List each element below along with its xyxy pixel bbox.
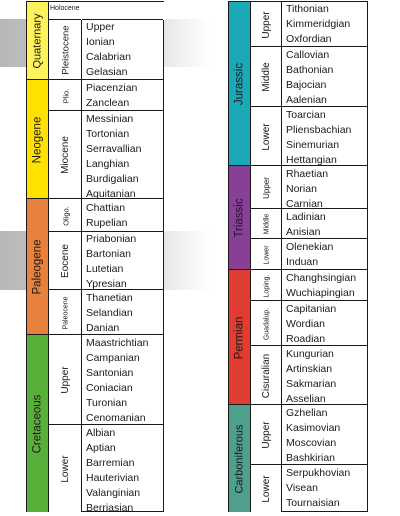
stage-label: Sakmarian <box>286 378 337 390</box>
epoch-cell <box>251 346 282 405</box>
epoch-cell <box>251 301 282 346</box>
epoch-cell <box>49 20 82 80</box>
stage-label: Tortonian <box>86 128 130 140</box>
period-cell <box>229 270 251 405</box>
epoch-cell <box>251 405 282 465</box>
stage-label: Kimmeridgian <box>286 18 351 30</box>
epoch-label: Middle <box>260 62 272 92</box>
epoch-label: Lower <box>263 244 270 265</box>
period-cell <box>229 405 251 512</box>
period-cell <box>27 80 49 199</box>
epoch-label: Upper <box>260 10 272 39</box>
epoch-label: Holocene <box>50 5 80 12</box>
stage-label: Norian <box>286 183 317 195</box>
epoch-divider <box>49 110 163 111</box>
stage-label: Kasimovian <box>286 422 341 434</box>
epoch-label: Pleistocene <box>59 25 71 75</box>
stage-label: Danian <box>86 322 120 334</box>
epoch-label: Miocene <box>59 136 71 174</box>
stage-label: Thanetian <box>86 292 133 304</box>
stage-label: Serpukhovian <box>286 467 351 479</box>
stage-label: Roadian <box>286 333 326 345</box>
period-divider <box>229 165 367 166</box>
epoch-divider <box>49 19 163 20</box>
stage-label: Anisian <box>286 226 321 238</box>
epoch-label: Lower <box>59 454 71 483</box>
period-label: Permian <box>233 316 246 359</box>
stage-label: Bajocian <box>286 79 327 91</box>
stage-label: Induan <box>286 256 319 268</box>
jurassic-carboniferous-table <box>228 1 368 512</box>
stage-label: Visean <box>286 482 318 494</box>
epoch-cell <box>49 335 82 425</box>
stage-label: Ypresian <box>86 278 127 290</box>
epoch-cell <box>49 2 82 20</box>
holocene-row-fill <box>82 2 165 20</box>
stage-label: Gelasian <box>86 66 128 78</box>
period-cell <box>229 2 251 166</box>
period-label: Paleogene <box>31 239 44 295</box>
stage-label: Turonian <box>86 397 128 409</box>
epoch-label: Paleocene <box>62 295 69 330</box>
epoch-label: Middle <box>263 213 270 235</box>
stage-label: Hettangian <box>286 154 337 166</box>
epoch-cell <box>251 47 282 107</box>
stage-label: Oxfordian <box>286 33 332 45</box>
stage-label: Aquitanian <box>86 188 136 200</box>
epoch-cell <box>49 111 82 199</box>
epoch-label: Eocene <box>59 244 71 278</box>
stage-label: Bathonian <box>286 64 334 76</box>
epoch-label: Upper <box>261 176 271 199</box>
stage-label: Toarcian <box>286 109 326 121</box>
epoch-divider <box>49 289 163 290</box>
epoch-cell <box>49 425 82 512</box>
epoch-divider <box>49 424 163 425</box>
stage-label: Maastrichtian <box>86 337 149 349</box>
column-divider <box>250 2 251 512</box>
stage-label: Wordian <box>286 318 325 330</box>
epoch-cell <box>251 239 282 270</box>
period-divider <box>229 404 367 405</box>
stage-label: Moscovian <box>286 437 337 449</box>
stage-label: Bashkirian <box>286 452 336 464</box>
stage-label: Asselian <box>286 393 326 405</box>
epoch-divider <box>251 345 367 346</box>
epoch-divider <box>251 464 367 465</box>
stage-label: Calabrian <box>86 51 131 63</box>
epoch-cell <box>251 209 282 239</box>
epoch-cell <box>251 270 282 301</box>
epoch-cell <box>49 290 82 335</box>
epoch-divider <box>251 300 367 301</box>
stage-label: Hauterivian <box>86 472 140 484</box>
stage-label: Lutetian <box>86 263 124 275</box>
stage-label: Coniacian <box>86 382 133 394</box>
epoch-label: Loping. <box>263 274 270 297</box>
stage-label: Carnian <box>286 198 323 210</box>
stage-label: Artinskian <box>286 363 333 375</box>
epoch-divider <box>251 238 367 239</box>
stage-label: Capitanian <box>286 303 337 315</box>
epoch-divider <box>251 208 367 209</box>
stage-label: Pliensbachian <box>286 124 352 136</box>
epoch-cell <box>251 166 282 209</box>
period-label: Neogene <box>31 116 44 163</box>
stage-label: Gzhelian <box>286 407 328 419</box>
period-divider <box>27 79 163 80</box>
stage-label: Messinian <box>86 113 134 125</box>
stage-label: Rupelian <box>86 217 128 229</box>
stage-label: Upper <box>86 21 115 33</box>
stage-label: Bartonian <box>86 248 131 260</box>
stage-label: Wuchiapingian <box>286 287 355 299</box>
stage-label: Kungurian <box>286 348 334 360</box>
stage-label: Tournaisian <box>286 497 340 509</box>
stage-label: Callovian <box>286 49 330 61</box>
epoch-divider <box>251 46 367 47</box>
epoch-label: Upper <box>59 366 71 394</box>
stage-label: Sinemurian <box>286 139 340 151</box>
stage-label: Piacenzian <box>86 82 138 94</box>
stage-label: Aalenian <box>286 94 327 106</box>
holocene-divider <box>81 2 82 20</box>
epoch-divider <box>49 231 163 232</box>
epoch-label: Plio. <box>60 88 70 103</box>
period-divider <box>27 198 163 199</box>
stage-label: Priabonian <box>86 233 137 245</box>
stage-label: Langhian <box>86 158 130 170</box>
stage-label: Tithonian <box>286 3 329 15</box>
epoch-cell <box>49 199 82 232</box>
epoch-cell <box>251 107 282 166</box>
stage-label: Aptian <box>86 442 116 454</box>
epoch-label: Cisuralian <box>260 353 272 398</box>
period-cell <box>27 2 49 80</box>
period-cell <box>229 166 251 270</box>
stage-label: Olenekian <box>286 241 334 253</box>
stage-label: Zanclean <box>86 97 130 109</box>
stage-label: Albian <box>86 427 116 439</box>
epoch-label: Lower <box>260 122 272 151</box>
period-label: Quaternary <box>31 13 44 69</box>
stage-label: Serravallian <box>86 143 142 155</box>
period-label: Jurassic <box>233 62 246 106</box>
period-label: Carboniferous <box>233 423 246 494</box>
epoch-divider <box>251 106 367 107</box>
stage-label: Santonian <box>86 367 134 379</box>
stage-label: Burdigalian <box>86 173 139 185</box>
stage-label: Valanginian <box>86 487 141 499</box>
period-divider <box>229 269 367 270</box>
column-divider <box>281 2 282 512</box>
stage-label: Changhsingian <box>286 272 357 284</box>
stage-label: Selandian <box>86 307 133 319</box>
epoch-cell <box>49 232 82 290</box>
stage-label: Campanian <box>86 352 140 364</box>
period-cell <box>27 199 49 335</box>
epoch-cell <box>49 80 82 111</box>
period-cell <box>27 335 49 512</box>
cenozoic-cretaceous-table <box>26 1 164 512</box>
stage-label: Barremian <box>86 457 135 469</box>
epoch-label: Guadalup. <box>263 307 270 340</box>
period-divider <box>27 334 163 335</box>
stage-label: Berriasian <box>86 502 134 514</box>
stage-label: Chattian <box>86 202 126 214</box>
epoch-label: Lower <box>260 474 272 503</box>
period-label: Cretaceous <box>31 394 44 453</box>
epoch-label: Upper <box>260 421 272 449</box>
stage-label: Rhaetian <box>286 168 329 180</box>
stage-label: Cenomanian <box>86 412 146 424</box>
stage-label: Ionian <box>86 36 115 48</box>
period-label: Triassic <box>233 198 246 238</box>
stage-label: Ladinian <box>286 211 326 223</box>
epoch-label: Oligo. <box>60 205 70 226</box>
epoch-cell <box>251 2 282 47</box>
epoch-cell <box>251 465 282 512</box>
